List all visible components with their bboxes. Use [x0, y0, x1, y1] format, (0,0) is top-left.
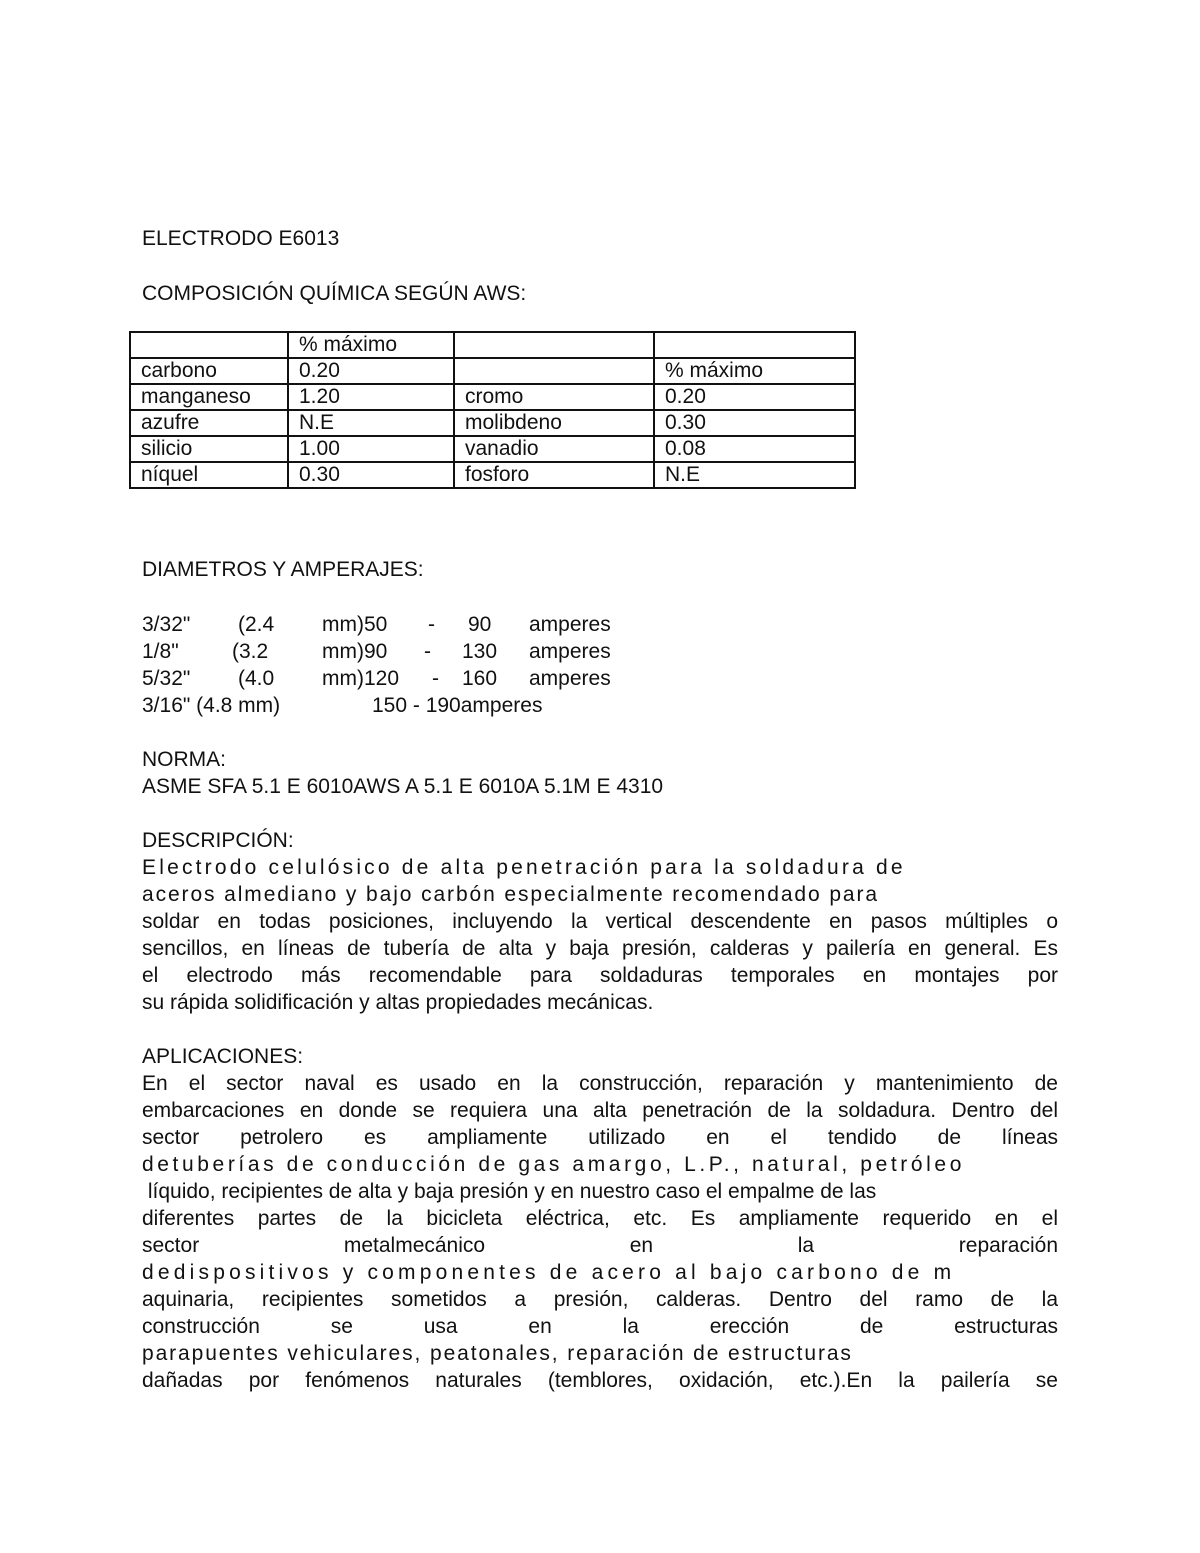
table-cell: 0.08	[654, 436, 855, 462]
aplicaciones-line: parapuentes vehiculares, peatonales, reparación de estructuras	[142, 1342, 853, 1365]
descripcion-line: sencillos, en líneas de tubería de alta y baja presión, calderas y pailería en general. Es	[142, 937, 1058, 960]
descripcion-line: Electrodo celulósico de alta penetración para la soldadura de	[142, 856, 906, 879]
amperage-label: amperes	[529, 613, 611, 636]
table-cell: 0.30	[288, 462, 454, 488]
amperage-dash: -	[432, 667, 439, 690]
aplicaciones-line: dedispositivos y componentes de acero al bajo carbono de m	[142, 1261, 956, 1284]
amperage-max: 160	[462, 667, 498, 690]
amperage-row	[142, 638, 742, 665]
descripcion-line: aceros almediano y bajo carbón especialmente recomendado para	[142, 883, 879, 906]
amperage-unit: mm)50	[322, 613, 388, 636]
amperage-unit: mm)90	[322, 640, 388, 663]
amperage-label: amperes	[529, 640, 611, 663]
chemical-composition-table	[129, 331, 856, 489]
table-cell: 0.20	[654, 384, 855, 410]
amperage-row	[142, 665, 742, 692]
amperage-inch: 1/8"	[142, 640, 179, 663]
table-cell: molibdeno	[454, 410, 654, 436]
table-cell: 1.00	[288, 436, 454, 462]
table-row	[130, 332, 855, 358]
norma-heading: NORMA:	[142, 748, 226, 771]
aplicaciones-line: diferentes partes de la bicicleta eléctrica, etc. Es ampliamente requerido en el	[142, 1207, 1058, 1230]
descripcion-line: su rápida solidificación y altas propiedades mecánicas.	[142, 991, 654, 1014]
aplicaciones-line: dañadas por fenómenos naturales (temblores, oxidación, etc.).En la pailería se	[142, 1369, 1058, 1392]
table-cell: fosforo	[454, 462, 654, 488]
amperage-mm: (2.4	[238, 613, 275, 636]
descripcion-heading: DESCRIPCIÓN:	[142, 829, 294, 852]
descripcion-line: soldar en todas posiciones, incluyendo la vertical descendente en pasos múltiples o	[142, 910, 1058, 933]
table-cell: azufre	[130, 410, 288, 436]
table-cell	[454, 332, 654, 358]
table-cell: silicio	[130, 436, 288, 462]
table-cell: carbono	[130, 358, 288, 384]
table-cell: níquel	[130, 462, 288, 488]
table-cell	[654, 332, 855, 358]
table-cell: manganeso	[130, 384, 288, 410]
amperage-dash: -	[424, 640, 431, 663]
table-cell: % máximo	[288, 332, 454, 358]
table-row	[130, 384, 855, 410]
table-cell: % máximo	[654, 358, 855, 384]
amperage-left: 3/16" (4.8 mm)	[142, 694, 281, 717]
amperage-unit: mm)120	[322, 667, 400, 690]
aplicaciones-line: En el sector naval es usado en la construcción, reparación y mantenimiento de	[142, 1072, 1058, 1095]
table-row	[130, 436, 855, 462]
amperage-row	[142, 611, 742, 638]
norma-text: ASME SFA 5.1 E 6010AWS A 5.1 E 6010A 5.1M E 4310	[142, 775, 664, 798]
table-cell: N.E	[654, 462, 855, 488]
aplicaciones-line: construcción se usa en la erección de estructuras	[142, 1315, 1058, 1338]
aplicaciones-line: embarcaciones en donde se requiera una alta penetración de la soldadura. Dentro del	[142, 1099, 1058, 1122]
table-cell: N.E	[288, 410, 454, 436]
table-cell: 0.30	[654, 410, 855, 436]
aplicaciones-line: sector petrolero es ampliamente utilizado en el tendido de líneas	[142, 1126, 1058, 1149]
aplicaciones-line: sector metalmecánico en la reparación	[142, 1234, 1058, 1257]
table-cell: 1.20	[288, 384, 454, 410]
amperage-mm: (3.2	[232, 640, 269, 663]
aplicaciones-line: detuberías de conducción de gas amargo, L.P., natural, petróleo	[142, 1153, 965, 1176]
aplicaciones-heading: APLICACIONES:	[142, 1045, 304, 1068]
aplicaciones-line: líquido, recipientes de alta y baja presión y en nuestro caso el empalme de las	[142, 1180, 877, 1203]
amperage-inch: 5/32"	[142, 667, 191, 690]
amperage-dash: -	[428, 613, 435, 636]
table-row	[130, 462, 855, 488]
table-row	[130, 410, 855, 436]
table-cell	[130, 332, 288, 358]
aplicaciones-line: aquinaria, recipientes sometidos a presión, calderas. Dentro del ramo de la	[142, 1288, 1058, 1311]
amperage-inch: 3/32"	[142, 613, 191, 636]
amperage-label: amperes	[529, 667, 611, 690]
amperage-max: 130	[462, 640, 498, 663]
amperage-right: 150 - 190amperes	[372, 694, 543, 717]
table-cell: 0.20	[288, 358, 454, 384]
amperage-mm: (4.0	[238, 667, 275, 690]
amperage-row	[142, 692, 742, 719]
table-row	[130, 358, 855, 384]
document-title: ELECTRODO E6013	[142, 227, 340, 250]
table-cell	[454, 358, 654, 384]
table-cell: vanadio	[454, 436, 654, 462]
amperage-max: 90	[468, 613, 492, 636]
descripcion-line: el electrodo más recomendable para soldaduras temporales en montajes por	[142, 964, 1058, 987]
diameters-heading: DIAMETROS Y AMPERAJES:	[142, 558, 424, 581]
composition-heading: COMPOSICIÓN QUÍMICA SEGÚN AWS:	[142, 282, 527, 305]
table-cell: cromo	[454, 384, 654, 410]
